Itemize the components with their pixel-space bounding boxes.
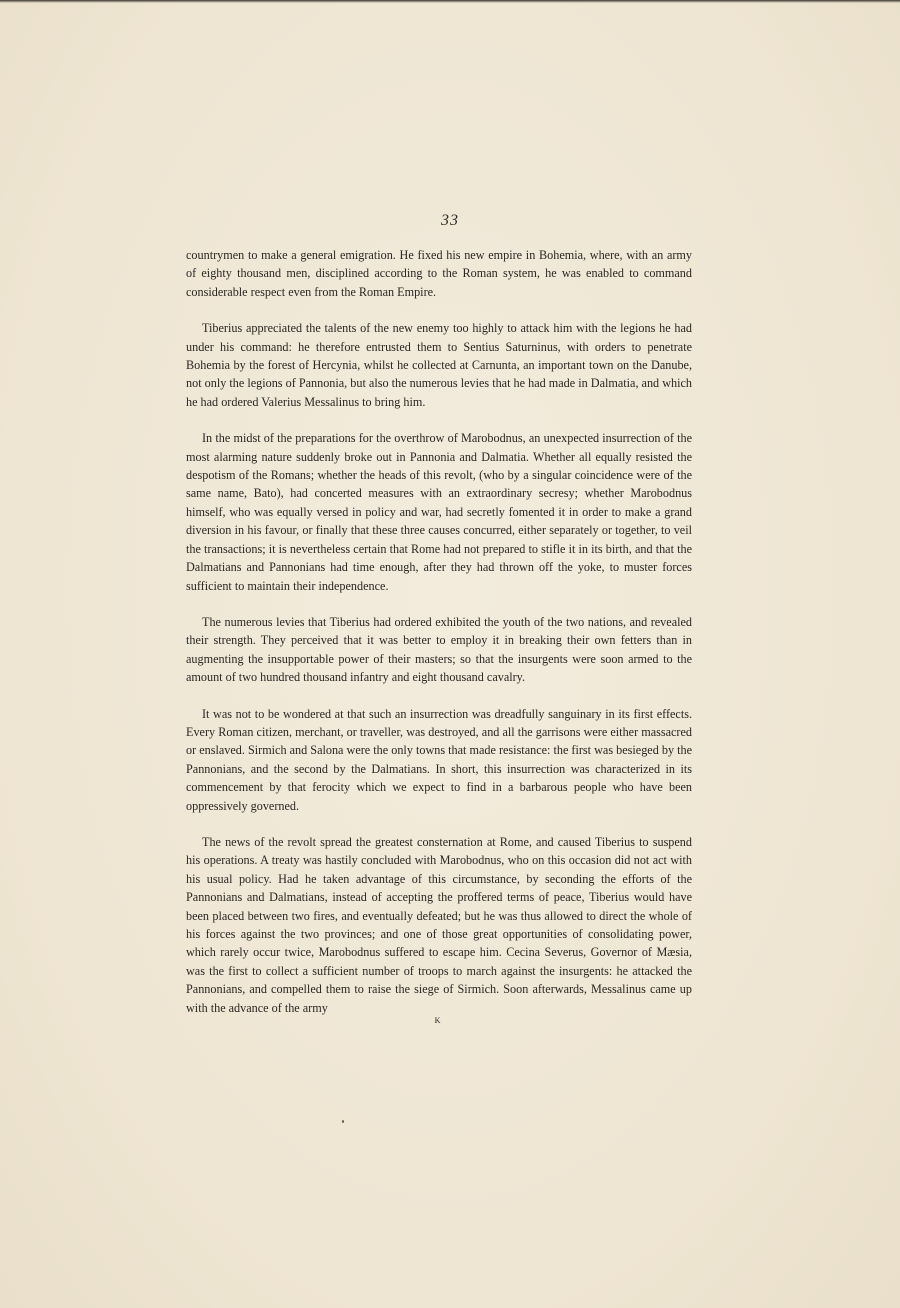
paragraph-6: The news of the revolt spread the greatest consternation at Rome, and caused Tiberius to suspend his operations. A treaty was hastily concluded with Marobodnus, who on this occasion did not act with his usual policy. Had he taken advantage of this circumstance, by seconding the efforts of the Pannonians and Dalmatians, instead of accepting the proffered terms of peace, Tiberius would have been placed between two fires, and eventually defeated; but he was thus allowed to direct the whole of his forces against the two provinces; and one of those great opportunities of consolidating power, which rarely occur twice, Marobodnus suffered to escape him. Cecina Severus, Governor of Mæsia, was the first to collect a sufficient number of troops to march against the insurgents: he attacked the Pannonians, and compelled them to raise the siege of Sirmich. Soon afterwards, Messalinus came up with the advance of the army	[186, 834, 692, 1015]
page-number: 33	[441, 212, 459, 229]
paper-speck	[342, 1120, 344, 1123]
paragraph-1: countrymen to make a general emigration. He fixed his new empire in Bohemia, where, with an army of eighty thousand men, disciplined according to the Roman system, he was enabled to command considerable respect even from the Roman Empire.	[186, 248, 692, 299]
paragraph-5: It was not to be wondered at that such an insurrection was dreadfully sanguinary in its first effects. Every Roman citizen, merchant, or traveller, was destroyed, and all the garrisons were either massacred or enslaved. Sirmich and Salona were the only towns that made resistance: the first was besieged by the Pannonians, and the second by the Dalmatians. In short, this insurrection was characterized in its commencement by that ferocity which we expect to find in a barbarous people who have been oppressively governed.	[186, 706, 692, 813]
paragraph-2: Tiberius appreciated the talents of the new enemy too highly to attack him with the legions he had under his command: he therefore entrusted them to Sentius Saturninus, with orders to penetrate Bohemia by the forest of Hercynia, whilst he collected at Carnunta, an important town on the Danube, not only the legions of Pannonia, but also the numerous levies that he had made in Dalmatia, and which he had ordered Valerius Messalinus to bring him.	[186, 321, 692, 409]
signature-mark: K	[434, 1016, 442, 1025]
page-top-edge	[0, 0, 900, 3]
body-text	[186, 246, 692, 1035]
paragraph-4: The numerous levies that Tiberius had ordered exhibited the youth of the two nations, and revealed their strength. They perceived that it was better to employ it in breaking their own fetters than in augmenting the insupportable power of their masters; so that the insurgents were soon armed to the amount of two hundred thousand infantry and eight thousand cavalry.	[186, 614, 692, 685]
paragraph-3: In the midst of the preparations for the overthrow of Marobodnus, an unexpected insurrection of the most alarming nature suddenly broke out in Pannonia and Dalmatia. Whether all equally resisted the despotism of the Romans; whether the heads of this revolt, (who by a singular coincidence were of the same name, Bato), had concerted measures with an extraordinary secresy; whether Marobodnus himself, who was equally versed in policy and war, had secretly fomented it in order to make a grand diversion in his favour, or finally that these three causes concurred, either separately or together, to veil the transactions; it is nevertheless certain that Rome had not prepared to stifle it in its birth, and that the Dalmatians and Pannonians had time enough, after they had thrown off the yoke, to muster forces sufficient to maintain their independence.	[186, 431, 692, 593]
